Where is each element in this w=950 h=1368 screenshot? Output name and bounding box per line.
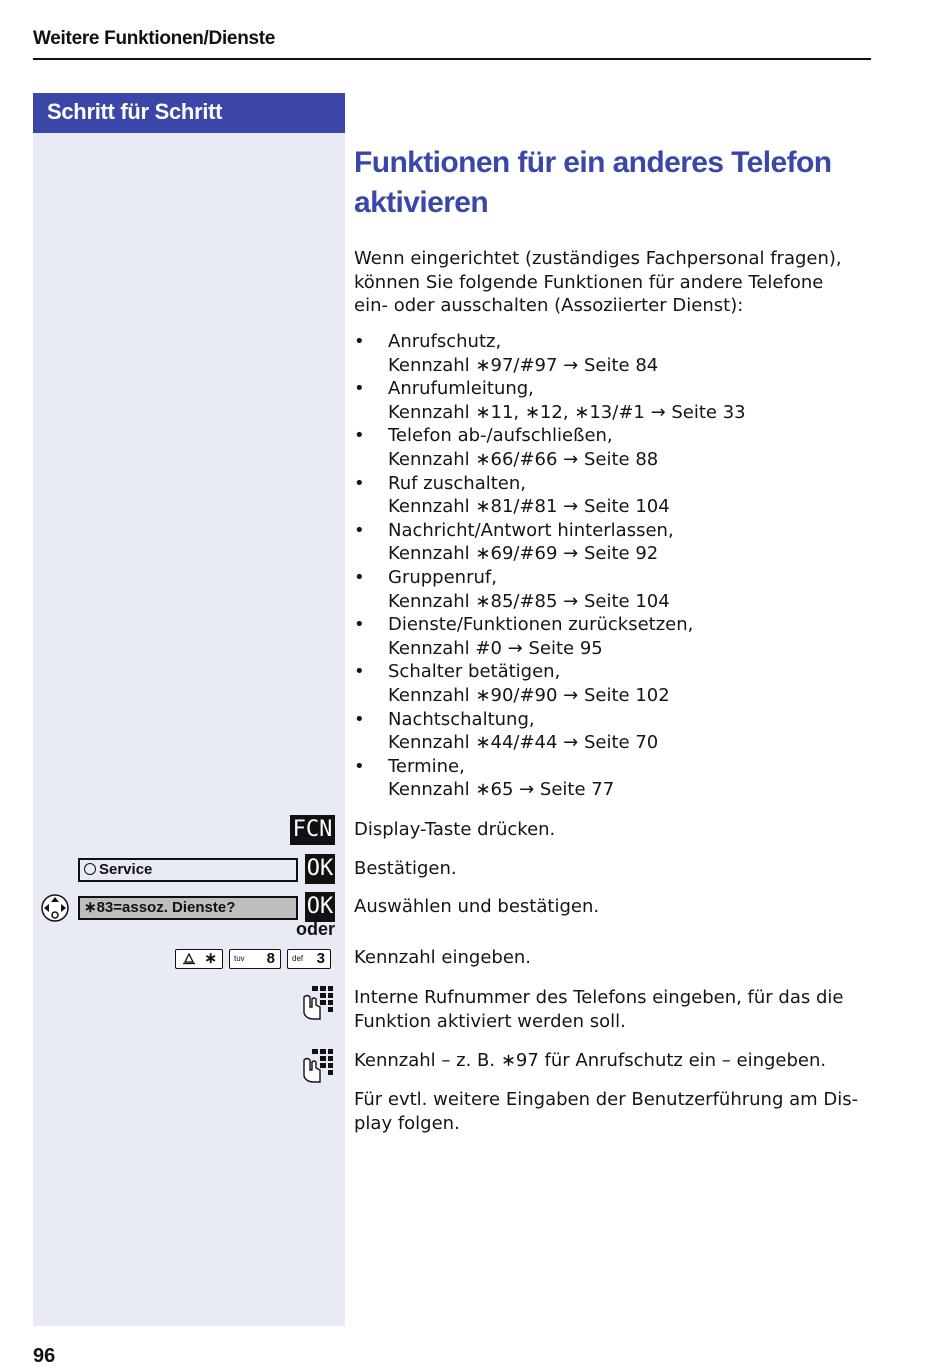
step-select-text: Auswählen und bestätigen. bbox=[354, 896, 600, 917]
step-function-code-text: Kennzahl – z. B. ∗97 für Anrufschutz ein – eingeben. bbox=[354, 1050, 827, 1071]
intro-line: können Sie folgende Funktionen für andere Telefone bbox=[354, 271, 824, 293]
ok-key[interactable]: OK bbox=[305, 892, 335, 922]
step-number-line: Funktion aktiviert werden soll. bbox=[354, 1010, 626, 1032]
step-follow-line: Für evtl. weitere Eingaben der Benutzerführung am Dis- bbox=[354, 1089, 859, 1110]
key-3[interactable] bbox=[287, 949, 331, 969]
item-name: Nachricht/Antwort hinterlassen, bbox=[388, 519, 674, 541]
bullet: • bbox=[354, 425, 365, 447]
item-name: Ruf zuschalten, bbox=[388, 472, 526, 494]
display-assoc-services[interactable]: ∗83=assoz. Dienste? bbox=[78, 896, 298, 920]
key-8-letters: tuv bbox=[234, 954, 245, 963]
step-fcn-text: Display-Taste drücken. bbox=[354, 819, 556, 840]
section-title bbox=[354, 143, 874, 223]
section-title-line-1: Funktionen für ein anderes Telefon bbox=[354, 146, 832, 179]
step-number-text bbox=[354, 986, 874, 1033]
sidebar-heading: Schritt für Schritt bbox=[33, 93, 345, 133]
bullet: • bbox=[354, 708, 365, 730]
item-code: Kennzahl #0 → Seite 95 bbox=[388, 637, 603, 659]
key-8-digit: 8 bbox=[266, 950, 275, 967]
list-item bbox=[354, 424, 746, 471]
item-name: Nachtschaltung, bbox=[388, 708, 535, 730]
step-follow-text bbox=[354, 1088, 879, 1135]
item-code: Kennzahl ∗65 → Seite 77 bbox=[388, 779, 615, 801]
list-item bbox=[354, 708, 746, 755]
bullet: • bbox=[354, 614, 365, 636]
item-code: Kennzahl ∗97/#97 → Seite 84 bbox=[388, 354, 659, 376]
keypad-hand-icon bbox=[300, 985, 334, 1021]
list-item bbox=[354, 755, 746, 802]
step-follow-line: play folgen. bbox=[354, 1112, 460, 1134]
bell-icon bbox=[182, 953, 196, 965]
key-8[interactable] bbox=[229, 949, 281, 969]
header-rule bbox=[33, 58, 871, 60]
list-item bbox=[354, 472, 746, 519]
list-item bbox=[354, 613, 746, 660]
bullet: • bbox=[354, 519, 365, 541]
step-number-line: Interne Rufnummer des Telefons eingeben, für das die bbox=[354, 987, 844, 1008]
fcn-key[interactable]: FCN bbox=[290, 815, 335, 845]
item-name: Termine, bbox=[388, 755, 465, 777]
item-code: Kennzahl ∗81/#81 → Seite 104 bbox=[388, 496, 670, 518]
list-item bbox=[354, 377, 746, 424]
list-item bbox=[354, 330, 746, 377]
item-code: Kennzahl ∗44/#44 → Seite 70 bbox=[388, 732, 659, 754]
key-3-digit: 3 bbox=[316, 950, 325, 967]
ok-key[interactable]: OK bbox=[305, 854, 335, 884]
item-code: Kennzahl ∗69/#69 → Seite 92 bbox=[388, 543, 659, 565]
intro-paragraph bbox=[354, 247, 874, 318]
list-item bbox=[354, 519, 746, 566]
item-code: Kennzahl ∗85/#85 → Seite 104 bbox=[388, 590, 670, 612]
key-3-letters: def bbox=[292, 954, 304, 963]
item-name: Dienste/Funktionen zurücksetzen, bbox=[388, 614, 694, 636]
keypad-hand-icon bbox=[300, 1048, 334, 1084]
function-list bbox=[354, 330, 746, 802]
intro-line: Wenn eingerichtet (zuständiges Fachpersonal fragen), bbox=[354, 248, 842, 269]
section-title-line-2: aktivieren bbox=[354, 186, 489, 219]
step-confirm-text: Bestätigen. bbox=[354, 858, 457, 879]
bullet: • bbox=[354, 331, 365, 352]
display-service-label: Service bbox=[99, 861, 153, 878]
step-code-text: Kennzahl eingeben. bbox=[354, 947, 532, 968]
list-item bbox=[354, 660, 746, 707]
item-name: Anrufumleitung, bbox=[388, 378, 534, 400]
item-code: Kennzahl ∗90/#90 → Seite 102 bbox=[388, 684, 670, 706]
item-code: Kennzahl ∗66/#66 → Seite 88 bbox=[388, 448, 659, 470]
sidebar-column bbox=[33, 93, 345, 1326]
item-name: Telefon ab-/aufschließen, bbox=[388, 425, 613, 447]
circle-icon bbox=[84, 863, 96, 875]
star-key-label: ∗ bbox=[204, 950, 217, 967]
display-service[interactable] bbox=[78, 858, 298, 882]
navigation-key-icon[interactable] bbox=[40, 893, 70, 923]
item-code: Kennzahl ∗11, ∗12, ∗13/#1 → Seite 33 bbox=[388, 401, 746, 423]
bullet: • bbox=[354, 661, 365, 683]
item-name: Anrufschutz, bbox=[388, 331, 502, 352]
bullet: • bbox=[354, 378, 365, 400]
running-header: Weitere Funktionen/Dienste bbox=[33, 28, 276, 49]
oder-label: oder bbox=[295, 919, 335, 939]
bullet: • bbox=[354, 472, 365, 494]
star-key[interactable] bbox=[175, 949, 223, 969]
intro-line: ein- oder ausschalten (Assoziierter Dienst): bbox=[354, 295, 744, 317]
page-number: 96 bbox=[33, 1345, 56, 1367]
bullet: • bbox=[354, 566, 365, 588]
bullet: • bbox=[354, 755, 365, 777]
list-item bbox=[354, 566, 746, 613]
item-name: Gruppenruf, bbox=[388, 566, 497, 588]
item-name: Schalter betätigen, bbox=[388, 661, 561, 683]
